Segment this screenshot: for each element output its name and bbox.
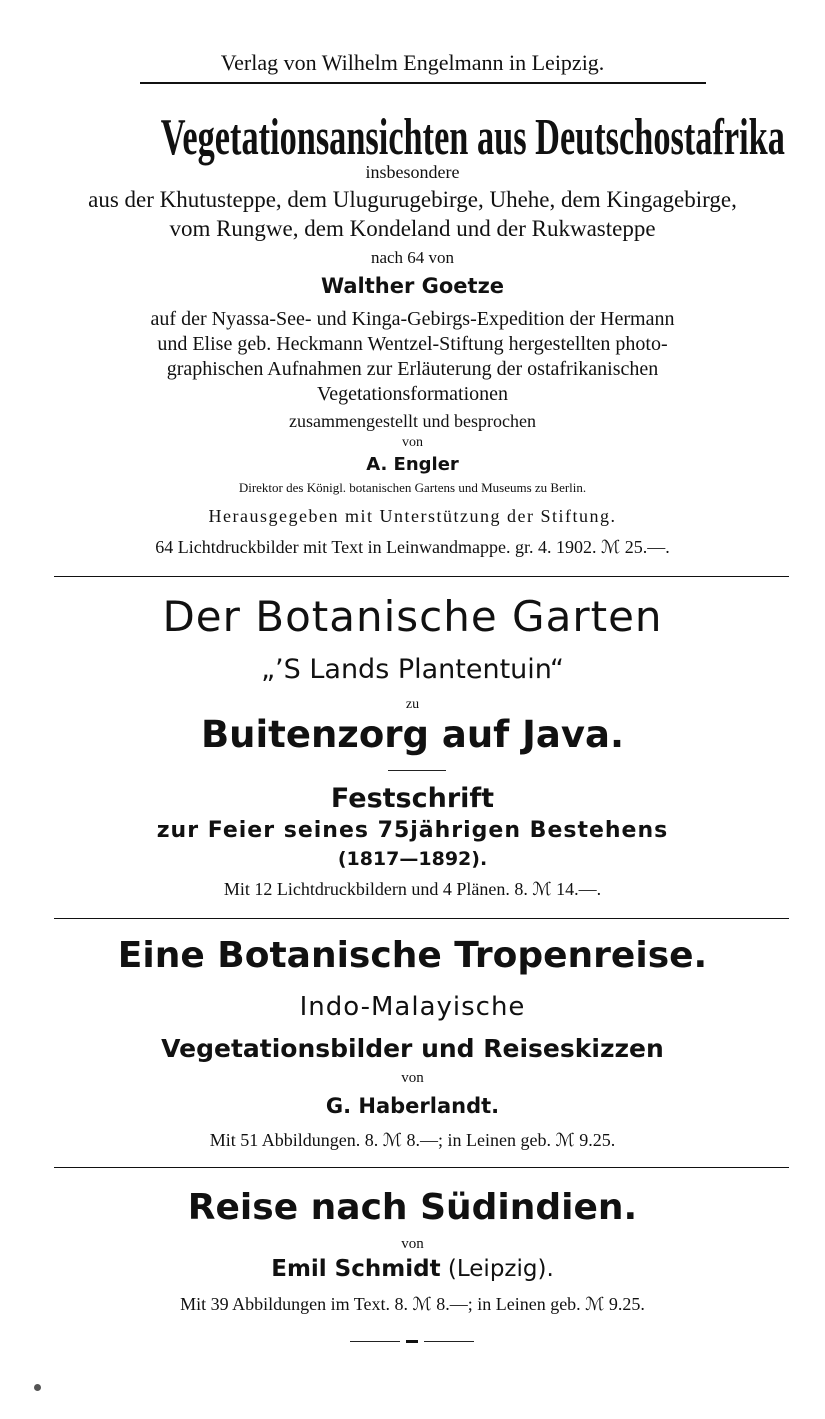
divider-3 <box>54 1167 789 1168</box>
section1-price: 64 Lichtdruckbilder mit Text in Leinwandmappe. gr. 4. 1902. ℳ 25.—. <box>155 537 670 557</box>
section1-nach: nach 64 von <box>370 248 455 267</box>
section3-von: von <box>401 1070 424 1086</box>
section1-editor-title: Direktor des Königl. botanischen Gartens und Museums zu Berlin. <box>238 480 587 495</box>
section2-festschrift: Festschrift <box>330 783 495 814</box>
end-ornament-right <box>424 1341 474 1342</box>
section2-occasion: zur Feier seines 75jährigen Bestehens <box>156 818 669 843</box>
section1-regions-line-2: vom Rungwe, dem Kondeland und der Rukwasteppe <box>169 216 656 241</box>
section1-von: von <box>402 435 423 450</box>
section4-price: Mit 39 Abbildungen im Text. 8. ℳ 8.—; in Leinen geb. ℳ 9.25. <box>180 1294 645 1314</box>
section3-title: Eine Botanische Tropenreise. <box>117 935 708 976</box>
section1-desc-line-2: und Elise geb. Heckmann Wentzel-Stiftung hergestellten photo- <box>157 333 668 355</box>
section3-subtitle-1: Indo-Malayische <box>299 992 526 1022</box>
header-rule <box>140 82 706 84</box>
divider-1 <box>54 576 789 577</box>
section1-author: Walther Goetze <box>320 274 505 298</box>
divider-2 <box>54 918 789 919</box>
publisher-line: Verlag von Wilhelm Engelmann in Leipzig. <box>220 50 605 75</box>
section1-desc-line-3: graphischen Aufnahmen zur Erläuterung der ostafrikanischen <box>166 358 659 380</box>
section2-price: Mit 12 Lichtdruckbildern und 4 Plänen. 8. ℳ 14.—. <box>223 879 602 899</box>
section1-published-with-support: Herausgegeben mit Unterstützung der Stiftung. <box>208 506 617 526</box>
end-ornament-center <box>406 1340 418 1343</box>
section1-insbesondere: insbesondere <box>365 162 460 182</box>
section4-place: (Leipzig). <box>447 1256 554 1282</box>
section3-subtitle-2: Vegetationsbilder und Reiseskizzen <box>161 1034 664 1063</box>
section3-author: G. Haberlandt. <box>325 1094 500 1118</box>
section4-author-line <box>0 1258 825 1281</box>
section2-years: (1817—1892). <box>337 848 488 870</box>
section1-desc-line-1: auf der Nyassa-See- und Kinga-Gebirgs-Expedition der Hermann <box>150 308 675 330</box>
section2-short-rule <box>388 770 446 771</box>
section4-author: Emil Schmidt <box>271 1256 441 1282</box>
section1-compiled: zusammengestellt und besprochen <box>289 411 536 431</box>
section3-price: Mit 51 Abbildungen. 8. ℳ 8.—; in Leinen geb. ℳ 9.25. <box>209 1130 616 1150</box>
section2-place: Buitenzorg auf Java. <box>200 713 625 756</box>
ink-speck <box>34 1384 41 1391</box>
section4-title: Reise nach Südindien. <box>187 1187 638 1228</box>
section2-title: Der Botanische Garten <box>162 592 663 641</box>
end-ornament-left <box>350 1341 400 1342</box>
section1-desc-line-4: Vegetationsformationen <box>316 383 509 405</box>
section2-zu: zu <box>405 697 420 712</box>
section1-regions-line-1: aus der Khutusteppe, dem Ulugurugebirge, Uhehe, dem Kingagebirge, <box>88 187 737 212</box>
section1-editor: A. Engler <box>366 454 459 475</box>
section4-von: von <box>401 1236 424 1252</box>
section1-title: Vegetationsansichten aus Deutschostafrika <box>160 109 785 166</box>
section2-subtitle: „’S Lands Plantentuin“ <box>261 654 564 685</box>
